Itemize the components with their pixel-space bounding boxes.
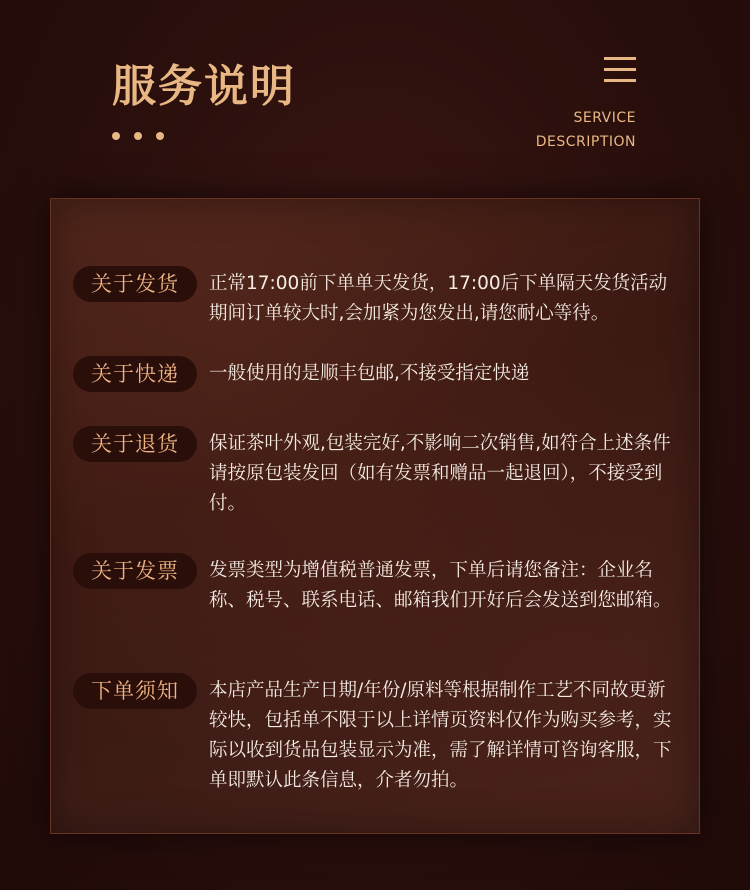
section-text: 本店产品生产日期/年份/原料等根据制作工艺不同故更新较快，包括单不限于以上详情页资料仅作为购买参考，实际以收到货品包装显示为准，需了解详情可咨询客服，下单即默认此条信息，介者勿拍。 [209, 680, 672, 791]
section-text: 正常17:00前下单单天发货，17:00后下单隔天发货活动期间订单较大时,会加紧为您发出,请您耐心等待。 [209, 273, 668, 324]
section-text: 一般使用的是顺丰包邮,不接受指定快递 [209, 363, 530, 384]
page-title: 服务说明 [112, 61, 296, 112]
section-text: 发票类型为增值税普通发票，下单后请您备注：企业名称、税号、联系电话、邮箱我们开好后会发送到您邮箱。 [209, 560, 672, 611]
dot-icon [112, 132, 120, 140]
dots-decoration [112, 132, 164, 140]
section-label: 关于发票 [73, 553, 197, 589]
service-panel [50, 198, 700, 834]
section-returns [73, 429, 683, 519]
section-label: 下单须知 [73, 673, 197, 709]
dot-icon [134, 132, 142, 140]
page-subtitle [536, 106, 636, 154]
subtitle-line1: SERVICE [573, 110, 636, 126]
menu-icon [604, 57, 636, 83]
section-label: 关于退货 [73, 426, 197, 462]
section-order-notice [73, 676, 683, 796]
dot-icon [156, 132, 164, 140]
section-label: 关于快递 [73, 356, 197, 392]
section-invoice [73, 556, 683, 616]
section-shipping [73, 269, 683, 329]
section-courier [73, 359, 683, 392]
subtitle-line2: DESCRIPTION [535, 134, 636, 150]
section-text: 保证茶叶外观,包装完好,不影响二次销售,如符合上述条件请按原包装发回（如有发票和赠品一起退回），不接受到付。 [209, 433, 671, 514]
section-label: 关于发货 [73, 266, 197, 302]
